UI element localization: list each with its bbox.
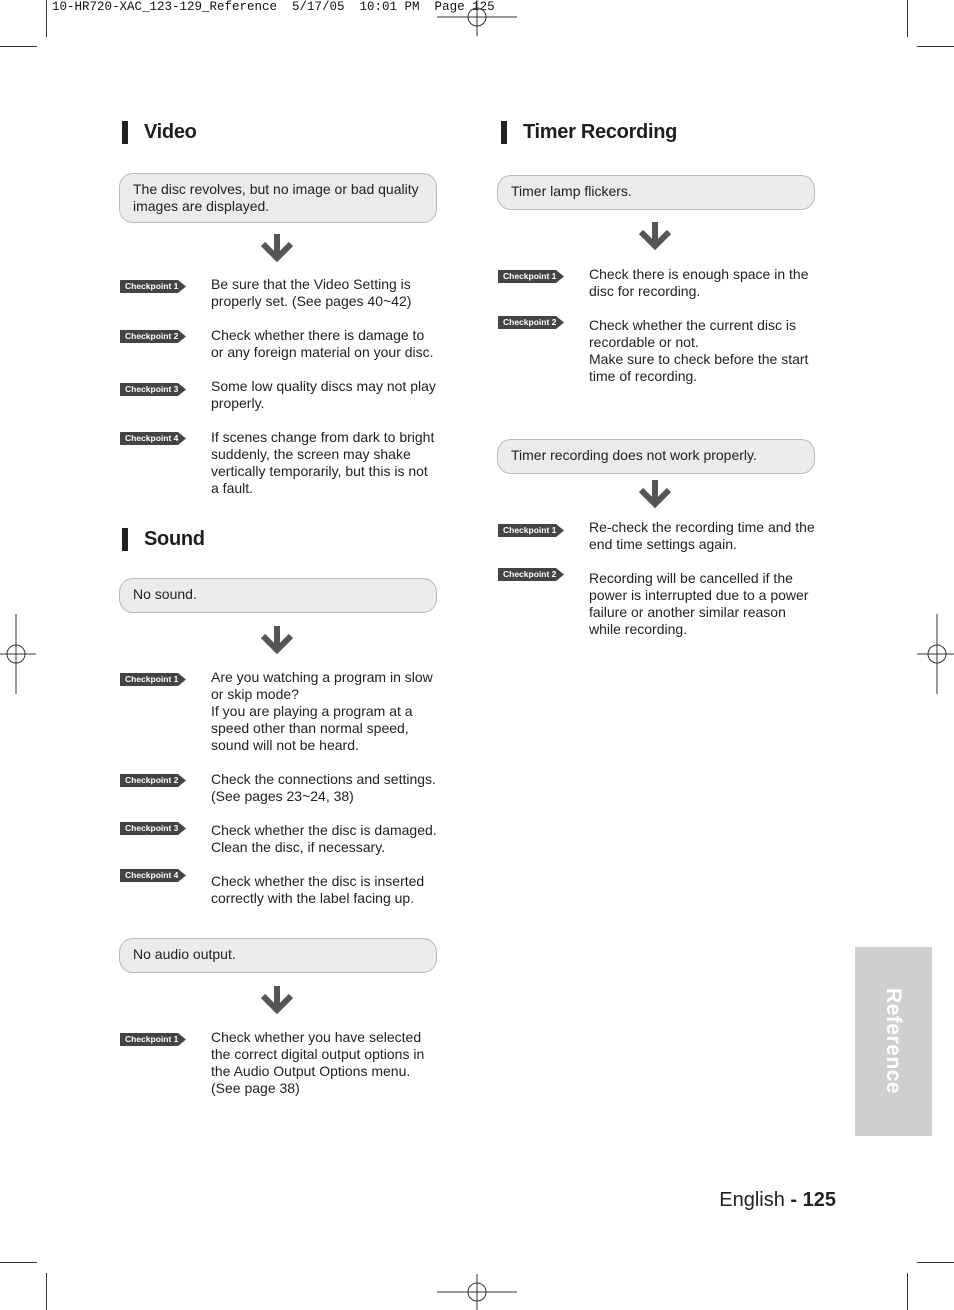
page-number: 125 [802,1189,836,1211]
checkpoint-badge: Checkpoint 3 [120,383,187,396]
timer-lamp-checkpoint-1: Check there is enough space in the disc for recording. [589,266,809,299]
sound-symptom-box: No sound. [119,578,437,613]
video-checkpoint-1: Be sure that the Video Setting is properly set. (See pages 40~42) [211,276,412,309]
video-title: Video [144,121,197,143]
registration-mark-icon [437,0,517,36]
sound-checkpoint-3: Check whether the disc is damaged. Clean the disc, if necessary. [211,822,437,855]
down-arrow-icon [260,984,294,1014]
footer-language: English [719,1189,785,1211]
video-symptom-box: The disc revolves, but no image or bad quality images are displayed. [119,173,437,223]
video-checkpoint-3: Some low quality discs may not play properly. [211,378,436,411]
crop-mark [907,1273,908,1310]
crop-mark [0,46,37,47]
registration-mark-icon [0,614,36,694]
sound-title: Sound [144,528,205,550]
timer-lamp-symptom-box: Timer lamp flickers. [497,175,815,210]
sound-section-heading [122,528,205,551]
reference-side-tab [855,947,932,1136]
audio-output-symptom-box: No audio output. [119,938,437,973]
timer-lamp-checkpoint-2: Check whether the current disc is recordable or not. Make sure to check before the start time of recording. [589,317,809,384]
checkpoint-badge: Checkpoint 1 [120,280,187,293]
checkpoint-badge: Checkpoint 2 [498,316,565,329]
timer-recording-checkpoint-1: Re-check the recording time and the end time settings again. [589,519,815,552]
checkpoint-badge: Checkpoint 1 [498,524,565,537]
crop-mark [46,1273,47,1310]
checkpoint-badge: Checkpoint 4 [120,432,187,445]
timer-section-heading [501,121,677,144]
crop-mark [917,46,954,47]
registration-mark-icon [437,1274,517,1310]
checkpoint-badge: Checkpoint 1 [120,1033,187,1046]
crop-mark [917,1262,954,1263]
checkpoint-badge: Checkpoint 4 [120,869,187,882]
timer-title: Timer Recording [523,121,678,143]
sound-checkpoint-1: Are you watching a program in slow or skip mode? If you are playing a program at a speed other than normal speed, sound will not be heard. [211,669,433,753]
crop-mark [46,0,47,37]
audio-output-checkpoint-1: Check whether you have selected the correct digital output options in the Audio Output Options menu. (See page 38) [211,1029,425,1096]
print-header: 10-HR720-XAC_123-129_Reference 5/17/05 10:01 PM Page 125 [52,0,495,14]
timer-recording-symptom-box: Timer recording does not work properly. [497,439,815,474]
video-section-heading [122,121,197,144]
page-footer [719,1189,836,1212]
checkpoint-badge: Checkpoint 2 [120,330,187,343]
down-arrow-icon [260,232,294,262]
checkpoint-badge: Checkpoint 1 [120,673,187,686]
sound-checkpoint-2: Check the connections and settings. (See pages 23~24, 38) [211,771,436,804]
checkpoint-badge: Checkpoint 1 [498,270,565,283]
sound-checkpoint-4: Check whether the disc is inserted correctly with the label facing up. [211,873,425,906]
crop-mark [907,0,908,37]
reference-tab-label: Reference [882,987,905,1095]
checkpoint-badge: Checkpoint 2 [120,774,187,787]
down-arrow-icon [260,624,294,654]
checkpoint-badge: Checkpoint 2 [498,568,565,581]
registration-mark-icon [917,614,954,694]
crop-mark [0,1262,37,1263]
timer-recording-checkpoint-2: Recording will be cancelled if the power is interrupted due to a power failure or another similar reason while recording. [589,570,809,637]
down-arrow-icon [638,478,672,508]
footer-separator: - [784,1189,803,1211]
video-checkpoint-2: Check whether there is damage to or any foreign material on your disc. [211,327,434,360]
down-arrow-icon [638,220,672,250]
checkpoint-badge: Checkpoint 3 [120,822,187,835]
video-checkpoint-4: If scenes change from dark to bright suddenly, the screen may shake vertically temporarily, but this is not a fault. [211,429,435,496]
